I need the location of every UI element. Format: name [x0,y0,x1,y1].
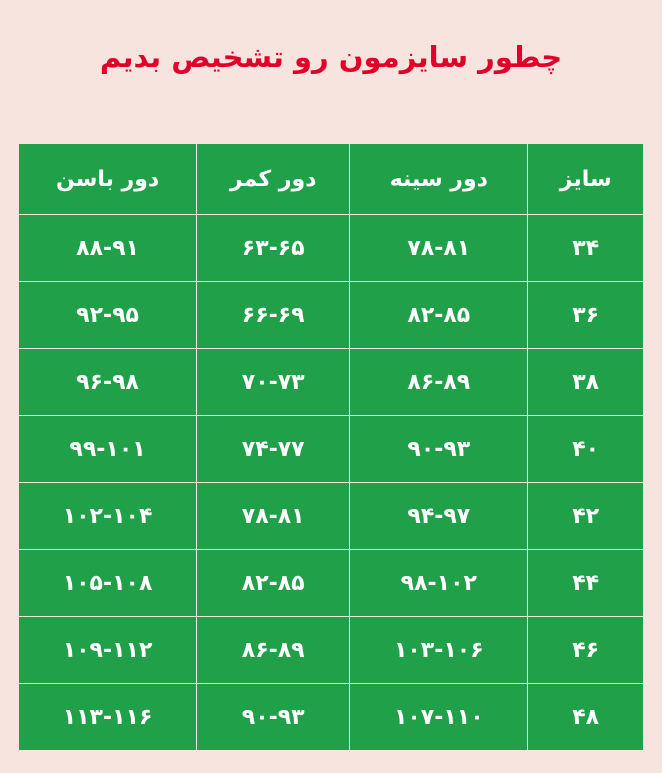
cell-waist: ۹۰-۹۳ [197,684,350,751]
cell-waist: ۷۴-۷۷ [197,416,350,483]
cell-bust: ۸۶-۸۹ [350,349,528,416]
table-row [19,684,644,751]
cell-bust: ۹۰-۹۳ [350,416,528,483]
table-header [19,144,644,215]
cell-bust: ۷۸-۸۱ [350,215,528,282]
cell-waist: ۷۸-۸۱ [197,483,350,550]
cell-size: ۳۸ [528,349,644,416]
size-chart-table [18,143,644,751]
cell-size: ۴۲ [528,483,644,550]
cell-hip: ۹۲-۹۵ [19,282,197,349]
column-header-hip: دور باسن [19,144,197,215]
table-row [19,483,644,550]
cell-waist: ۸۲-۸۵ [197,550,350,617]
cell-hip: ۱۰۲-۱۰۴ [19,483,197,550]
cell-size: ۴۰ [528,416,644,483]
cell-hip: ۸۸-۹۱ [19,215,197,282]
table-row [19,282,644,349]
table-row [19,349,644,416]
cell-size: ۴۴ [528,550,644,617]
cell-waist: ۸۶-۸۹ [197,617,350,684]
cell-waist: ۶۳-۶۵ [197,215,350,282]
cell-bust: ۸۲-۸۵ [350,282,528,349]
cell-waist: ۶۶-۶۹ [197,282,350,349]
table-header-row [19,144,644,215]
table-row [19,550,644,617]
cell-hip: ۹۹-۱۰۱ [19,416,197,483]
cell-hip: ۱۰۹-۱۱۲ [19,617,197,684]
page-title: چطور سایزمون رو تشخیص بدیم [99,40,563,74]
cell-bust: ۹۸-۱۰۲ [350,550,528,617]
table-row [19,215,644,282]
cell-hip: ۹۶-۹۸ [19,349,197,416]
cell-bust: ۱۰۳-۱۰۶ [350,617,528,684]
cell-bust: ۹۴-۹۷ [350,483,528,550]
cell-waist: ۷۰-۷۳ [197,349,350,416]
cell-hip: ۱۱۳-۱۱۶ [19,684,197,751]
cell-hip: ۱۰۵-۱۰۸ [19,550,197,617]
cell-size: ۳۶ [528,282,644,349]
column-header-size: سایز [528,144,644,215]
table-row [19,617,644,684]
table-row [19,416,644,483]
size-table-container [18,143,644,751]
cell-size: ۴۶ [528,617,644,684]
column-header-waist: دور کمر [197,144,350,215]
cell-bust: ۱۰۷-۱۱۰ [350,684,528,751]
cell-size: ۳۴ [528,215,644,282]
column-header-bust: دور سینه [350,144,528,215]
cell-size: ۴۸ [528,684,644,751]
table-body [19,215,644,751]
